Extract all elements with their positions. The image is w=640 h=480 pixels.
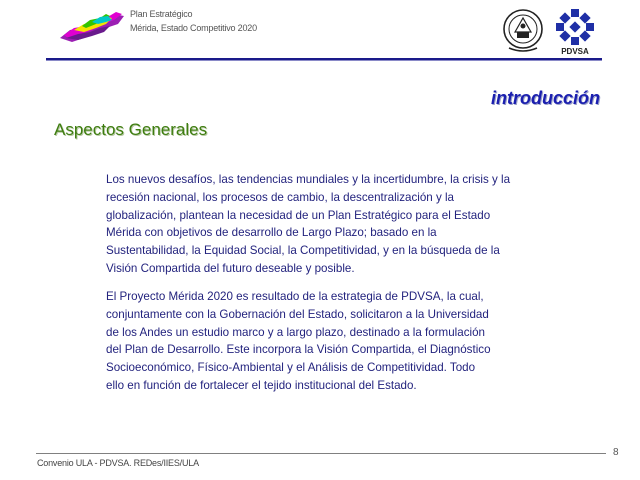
paragraph-line: El Proyecto Mérida 2020 es resultado de la estrategia de PDVSA, la cual, (106, 290, 484, 303)
university-seal-icon (500, 8, 546, 54)
paragraph-line: Los nuevos desafíos, las tendencias mundiales y la incertidumbre, la crisis y la (106, 173, 511, 186)
section-subtitle: Aspectos Generales (54, 120, 208, 139)
paragraph-line: Sustentabilidad, la Equidad Social, la Competitividad, y en la búsqueda de la (106, 244, 500, 258)
paragraph-1 (106, 171, 576, 278)
paragraph-line: conjuntamente con la Gobernación del Estado, solicitaron a la Universidad (106, 307, 489, 321)
header-divider (46, 58, 602, 61)
paragraph-line: de los Andes un estudio marco y a largo plazo, destinado a la formulación (106, 325, 485, 339)
footer-divider (36, 453, 606, 454)
header-plan-subtitle: Mérida, Estado Competitivo 2020 (130, 23, 257, 33)
pdvsa-label: PDVSA (561, 47, 589, 56)
header-plan-title: Plan Estratégico (130, 9, 193, 19)
paragraph-line: Mérida con objetivos de desarrollo de Largo Plazo; basado en la (106, 226, 437, 240)
section-title: introducción (491, 88, 600, 108)
paragraph-line: ello en función de fortalecer el tejido institucional del Estado. (106, 378, 417, 392)
merida-map-logo-icon (56, 8, 128, 46)
paragraph-line: globalización, plantean la necesidad de un Plan Estratégico para el Estado (106, 208, 491, 222)
paragraph-2 (106, 288, 576, 395)
paragraph-line: recesión nacional, los procesos de cambio, la descentralización y la (106, 190, 454, 204)
paragraph-line: Visión Compartida del futuro deseable y posible. (106, 261, 355, 275)
page-number: 8 (613, 447, 619, 458)
paragraph-line: Socioeconómico, Físico-Ambiental y el Análisis de Competitividad. Todo (106, 361, 476, 375)
footer-credit: Convenio ULA - PDVSA. REDes/IIES/ULA (37, 458, 199, 468)
pdvsa-emblem-icon (554, 8, 596, 46)
pdvsa-logo (554, 8, 596, 56)
paragraph-line: del Plan de Desarrollo. Este incorpora la Visión Compartida, el Diagnóstico (106, 343, 491, 357)
